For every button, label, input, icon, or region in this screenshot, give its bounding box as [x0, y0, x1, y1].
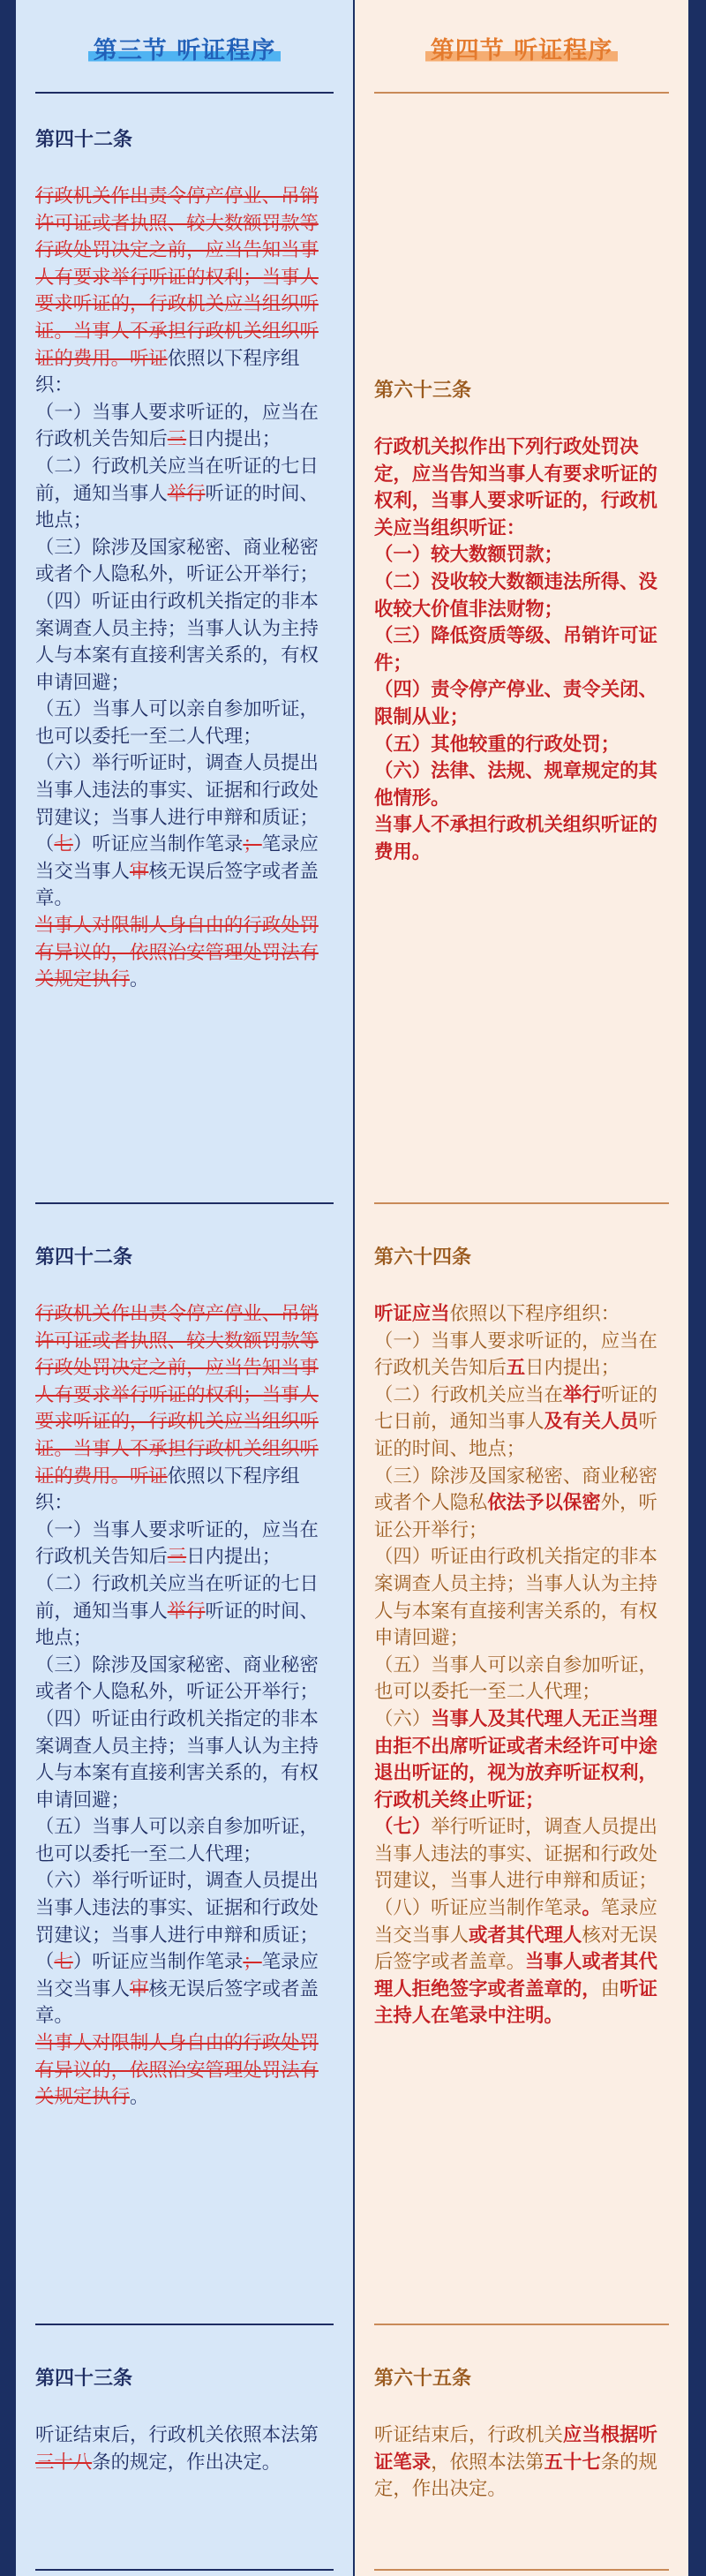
- article-title: 第四十二条: [35, 129, 133, 151]
- divider: [374, 2569, 669, 2571]
- divider: [35, 1202, 334, 1204]
- article-title: 第六十五条: [374, 2368, 472, 2390]
- article-title: 第四十二条: [35, 1247, 133, 1269]
- section-heading-old: 第三节 听证程序: [16, 25, 353, 78]
- article-title: 第六十三条: [374, 380, 472, 402]
- article-body: 行政机关作出责令停产停业、吊销许可证或者执照、较大数额罚款等行政处罚决定之前，应当告知当事人有要求举行听证的权利；当事人要求听证的，行政机关应当组织听证。当事人不承担行政机关组织听证的费用。听证依照以下程序组织： （一）当事人要求听证的，应当在行政机关告知后三日内提出； （二）行政机关应当在听证的七日前，通知当事人举行听证的时间、地点； （三）除涉及国家秘密、商业秘密或者个人隐私外，听证公开举行； （四）听证由行政机关指定的非本案调查人员主持；当事人认为主持人与本案有直接利害关系的，有权申请回避； （五）当事人可以亲自参加听证，也可以委托一至二人代理； （六）举行听证时，调查人员提出当事人违法的事实、证据和行政处罚建议；当事人进行申辩和质证； （七）听证应当制作笔录；笔录应当交当事人审核无误后签字或者盖章。 当事人对限制人身自由的行政处罚有异议的，依照治安管理处罚法有关规定执行。: [35, 1303, 319, 2109]
- divider: [374, 92, 669, 94]
- divider: [35, 2324, 334, 2325]
- divider: [374, 2324, 669, 2325]
- old-law-column: [16, 0, 353, 2576]
- divider: [35, 92, 334, 94]
- article-title: 第六十四条: [374, 1247, 472, 1269]
- article-body: 行政机关拟作出下列行政处罚决定，应当告知当事人有要求听证的权利，当事人要求听证的，行政机关应当组织听证： （一）较大数额罚款； （二）没收较大数额违法所得、没收较大价值非法财物； （三）降低资质等级、吊销许可证件； （四）责令停产停业、责令关闭、限制从业； （五）其他较重的行政处罚； （六）法律、法规、规章规定的其他情形。 当事人不承担行政机关组织听证的费用。: [374, 436, 657, 863]
- article-body: 听证结束后，行政机关应当根据听证笔录，依照本法第五十七条的规定，作出决定。: [374, 2424, 657, 2501]
- article-body: 听证结束后，行政机关依照本法第三十八条的规定，作出决定。: [35, 2424, 319, 2474]
- new-law-column: [355, 0, 688, 2576]
- section-heading-new: 第四节 听证程序: [355, 25, 688, 78]
- divider: [35, 2569, 334, 2571]
- article-body: 听证应当依照以下程序组织： （一）当事人要求听证的，应当在行政机关告知后五日内提出； （二）行政机关应当在举行听证的七日前，通知当事人及有关人员听证的时间、地点； （三）除涉及国家秘密、商业秘密或者个人隐私依法予以保密外，听证公开举行； （四）听证由行政机关指定的非本案调查人员主持；当事人认为主持人与本案有直接利害关系的，有权申请回避； （五）当事人可以亲自参加听证，也可以委托一至二人代理； （六）当事人及其代理人无正当理由拒不出席听证或者未经许可中途退出听证的，视为放弃听证权利，行政机关终止听证； （七）举行听证时，调查人员提出当事人违法的事实、证据和行政处罚建议，当事人进行申辩和质证； （八）听证应当制作笔录。笔录应当交当事人或者其代理人核对无误后签字或者盖章。当事人或者其代理人拒绝签字或者盖章的，由听证主持人在笔录中注明。: [374, 1303, 657, 2028]
- article-body: 行政机关作出责令停产停业、吊销许可证或者执照、较大数额罚款等行政处罚决定之前，应当告知当事人有要求举行听证的权利；当事人要求听证的，行政机关应当组织听证。当事人不承担行政机关组织听证的费用。听证依照以下程序组织： （一）当事人要求听证的，应当在行政机关告知后三日内提出； （二）行政机关应当在听证的七日前，通知当事人举行听证的时间、地点； （三）除涉及国家秘密、商业秘密或者个人隐私外，听证公开举行； （四）听证由行政机关指定的非本案调查人员主持；当事人认为主持人与本案有直接利害关系的，有权申请回避； （五）当事人可以亲自参加听证，也可以委托一至二人代理； （六）举行听证时，调查人员提出当事人违法的事实、证据和行政处罚建议；当事人进行申辩和质证； （七）听证应当制作笔录；笔录应当交当事人审核无误后签字或者盖章。 当事人对限制人身自由的行政处罚有异议的，依照治安管理处罚法有关规定执行。: [35, 185, 319, 991]
- divider: [374, 1202, 669, 1204]
- article-title: 第四十三条: [35, 2368, 133, 2390]
